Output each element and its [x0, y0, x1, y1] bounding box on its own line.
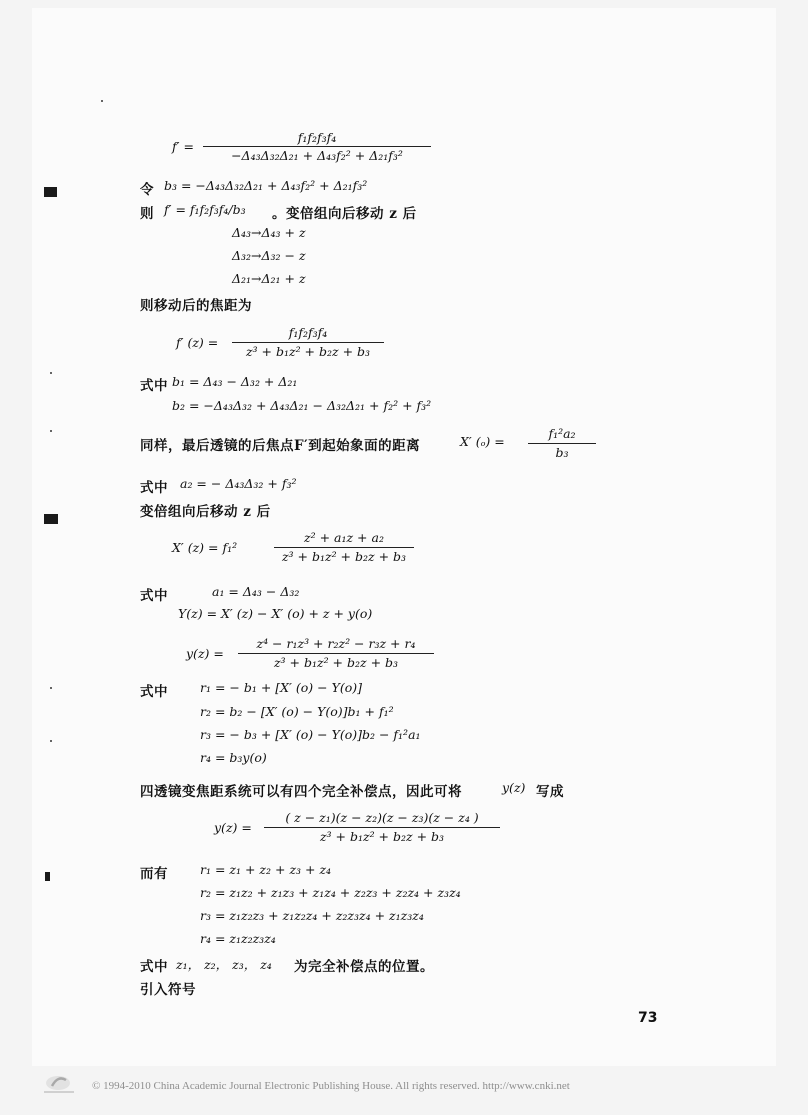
similarly-numerator: f₁²a₂ — [548, 426, 576, 441]
four-lens-text: 四透镜变焦距系统可以有四个完全补偿点，因此可将 — [140, 784, 462, 800]
four-lens-tail: 写成 — [536, 784, 564, 800]
where-label: 式中 — [140, 588, 168, 604]
z-points: z₁， z₂， z₃， z₄ — [176, 957, 272, 972]
fraction-bar — [528, 443, 596, 444]
similarly-fraction — [528, 426, 596, 462]
similarly-text: 同样，最后透镜的后焦点F′到起始象面的距离 — [140, 438, 421, 454]
page-number: 73 — [638, 1010, 658, 1026]
intro-symbols-text: 引入符号 — [140, 982, 196, 998]
fz-fraction — [232, 325, 384, 361]
f-prime-numerator: f₁f₂f₃f₄ — [297, 130, 337, 145]
r1-definition: r₁ = − b₁ + [X′ (o) − Y(o)] — [200, 680, 362, 695]
Xz-denominator: z³ + b₁z² + b₂z + b₃ — [281, 549, 407, 564]
b3-definition: b₃ = −Δ₄₃Δ₃₂Δ₂₁ + Δ₄₃f₂² + Δ₂₁f₃² — [164, 178, 368, 193]
scan-mark — [45, 872, 50, 881]
yz-numerator: z⁴ − r₁z³ + r₂z² − r₃z + r₄ — [256, 636, 416, 651]
where-label: 式中 — [140, 480, 168, 496]
a1-definition: a₁ = Δ₄₃ − Δ₃₂ — [212, 584, 300, 599]
similarly-denominator: b₃ — [555, 445, 569, 460]
Xz-lhs: X′ (z) = f₁² — [172, 540, 238, 555]
r2-definition: r₂ = b₂ − [X′ (o) − Y(o)]b₁ + f₁² — [200, 704, 394, 719]
fz-lhs: f′ (z) = — [176, 335, 219, 350]
yz-fraction — [238, 636, 434, 672]
let-label: 令 — [140, 182, 154, 198]
fraction-bar — [232, 342, 384, 343]
f-prime-fraction — [203, 130, 431, 164]
copyright-footer: © 1994-2010 China Academic Journal Electronic Publishing House. All rights reserved. http://www.cnki.net — [92, 1080, 570, 1092]
b1-definition: b₁ = Δ₄₃ − Δ₃₂ + Δ₂₁ — [172, 374, 298, 389]
four-lens-yz: y(z) — [502, 780, 526, 795]
yz-denominator: z³ + b₁z² + b₂z + b₃ — [273, 655, 399, 670]
fraction-bar — [238, 653, 434, 654]
similarly-lhs: X′ (ₒ) = — [460, 434, 505, 449]
Xz-numerator: z² + a₁z + a₂ — [304, 530, 384, 545]
scan-mark — [44, 187, 57, 197]
yz-lhs: y(z) = — [186, 646, 224, 661]
shift-21: Δ₂₁→Δ₂₁ + z — [232, 271, 306, 286]
f-prime-denominator: −Δ₄₃Δ₃₂Δ₂₁ + Δ₄₃f₂² + Δ₂₁f₃² — [231, 148, 403, 163]
f-prime-ratio: f′ = f₁f₂f₃f₄/b₃ — [164, 202, 246, 217]
Yz-definition: Y(z) = X′ (z) − X′ (o) + z + y(o) — [178, 606, 373, 621]
scan-dot — [101, 100, 103, 102]
rr3-definition: r₃ = z₁z₂z₃ + z₁z₂z₄ + z₂z₃z₄ + z₁z₃z₄ — [200, 908, 424, 923]
a2-definition: a₂ = − Δ₄₃Δ₃₂ + f₃² — [180, 476, 297, 491]
zoom-shift-text-2: 变倍组向后移动 z 后 — [140, 504, 271, 520]
rr4-definition: r₄ = z₁z₂z₃z₄ — [200, 931, 276, 946]
yz2-lhs: y(z) = — [214, 820, 252, 835]
where-label: 式中 — [140, 684, 168, 700]
and-label: 而有 — [140, 866, 168, 882]
rr1-definition: r₁ = z₁ + z₂ + z₃ + z₄ — [200, 862, 332, 877]
scan-dot — [50, 430, 52, 432]
r4-definition: r₄ = b₃y(o) — [200, 750, 267, 765]
scan-mark — [44, 514, 58, 524]
z-points-text: 为完全补偿点的位置。 — [294, 959, 434, 975]
fraction-bar — [264, 827, 500, 828]
yz2-fraction — [264, 810, 500, 846]
scan-dot — [50, 740, 52, 742]
fz-denominator: z³ + b₁z² + b₂z + b₃ — [245, 344, 371, 359]
rr2-definition: r₂ = z₁z₂ + z₁z₃ + z₁z₄ + z₂z₃ + z₂z₄ + z₃z₄ — [200, 885, 461, 900]
focal-after-text: 则移动后的焦距为 — [140, 298, 252, 314]
f-prime-lhs: f′ = — [172, 139, 194, 154]
yz2-numerator: ( z − z₁)(z − z₂)(z − z₃)(z − z₄ ) — [285, 810, 479, 825]
yz2-denominator: z³ + b₁z² + b₂z + b₃ — [319, 829, 445, 844]
cnki-logo — [40, 1072, 80, 1096]
then-label: 则 — [140, 206, 154, 222]
Xz-fraction — [274, 530, 414, 566]
where-label: 式中 — [140, 959, 168, 975]
scan-dot — [50, 687, 52, 689]
scan-dot — [50, 372, 52, 374]
zoom-shift-text: 。变倍组向后移动 z 后 — [272, 206, 417, 222]
fz-numerator: f₁f₂f₃f₄ — [288, 325, 328, 340]
where-label: 式中 — [140, 378, 168, 394]
shift-32: Δ₃₂→Δ₃₂ − z — [232, 248, 306, 263]
fraction-bar — [203, 146, 431, 147]
r3-definition: r₃ = − b₃ + [X′ (o) − Y(o)]b₂ − f₁²a₁ — [200, 727, 421, 742]
shift-43: Δ₄₃→Δ₄₃ + z — [232, 225, 306, 240]
fraction-bar — [274, 547, 414, 548]
cnki-logo-icon — [40, 1072, 80, 1096]
b2-definition: b₂ = −Δ₄₃Δ₃₂ + Δ₄₃Δ₂₁ − Δ₃₂Δ₂₁ + f₂² + f₃² — [172, 398, 432, 413]
